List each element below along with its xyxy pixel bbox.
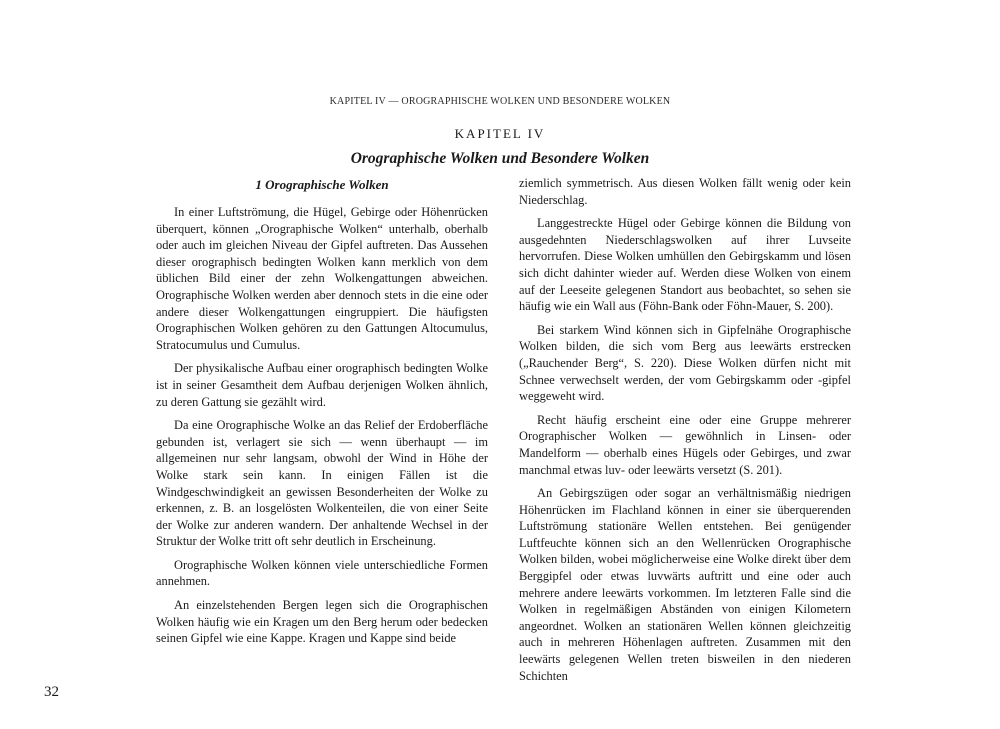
- paragraph: In einer Luftströmung, die Hügel, Gebirge oder Höhenrücken überquert, können „Orographische Wolken“ unterhalb, oberhalb oder auch im gleichen Niveau der Gipfel auftreten. Das Aussehen dieser orographisch bedingten Wolken kann merklich von dem üblichen Bild einer der zehn Wolkengattungen abweichen. Orographische Wolken werden aber dennoch stets in die eine oder andere dieser Wolkengattungen eingruppiert. Die häufigsten Orographischen Wolken gehören zu den Gattungen Altocumulus, Stratocumulus und Cumulus.: [156, 205, 488, 352]
- paragraph: Da eine Orographische Wolke an das Relief der Erdoberfläche gebunden ist, verlagert sie sich — wenn überhaupt — im allgemeinen nur sehr langsam, obwohl der Wind in Höhe der Wolke stark sein kann. In einigen Fällen ist die Windgeschwindigkeit an gewissen Besonderheiten der Wolke zu erkennen, z. B. an losgelösten Wolkenteilen, die von einer Seite der Wolke zur anderen wandern. Der anhaltende Wechsel in der Struktur der Wolke tritt oft sehr deutlich in Erscheinung.: [156, 418, 488, 549]
- paragraph: Langgestreckte Hügel oder Gebirge können die Bildung von ausgedehnten Niederschlagswolken auf ihrer Luvseite hervorrufen. Diese Wolken umhüllen den Gebirgskamm und lösen sich dicht dahinter wieder auf. Werden diese Wolken von einem auf der Leeseite gelegenen Standort aus beobachtet, so sehen sie häufig wie ein Wall aus (Föhn-Bank oder Föhn-Mauer, S. 200).: [519, 216, 851, 314]
- running-head: KAPITEL IV — OROGRAPHISCHE WOLKEN UND BESONDERE WOLKEN: [329, 96, 671, 107]
- paragraph: Recht häufig erscheint eine oder eine Gruppe mehrerer Orographischer Wolken — gewöhnlich in Linsen- oder Mandelform — oberhalb eines Hügels oder Gebirges, und zwar manchmal etwas luv- oder leewärts versetzt (S. 201).: [519, 412, 851, 477]
- paragraph-continuation: ziemlich symmetrisch. Aus diesen Wolken fällt wenig oder kein Niederschlag.: [519, 176, 851, 207]
- paragraph: Der physikalische Aufbau einer orographisch bedingten Wolke ist in seiner Gesamtheit dem Aufbau derjenigen Wolken ähnlich, zu deren Gattung sie gezählt wird.: [156, 361, 488, 409]
- page-number: 32: [44, 684, 59, 700]
- paragraph: An Gebirgszügen oder sogar an verhältnismäßig niedrigen Höhenrücken im Flachland können in einer sie überquerenden Luftströmung stationäre Wellen entstehen. Bei genügender Luftfeuchte können sich an den Wellenrücken Orographische Wolken bilden, wobei möglicherweise eine Wolke direkt über dem Berggipfel oder etwas luvwärts auftritt und eine oder auch mehrere andere leewärts vorkommen. Im letzteren Falle sind die Wolken in regelmäßigen Abständen von einigen Kilometern angeordnet. Wolken an stationären Wellen können gleichzeitig auch in mehreren Höhenlagen auftreten. Zusammen mit den leewärts gelegenen Wellen treten bisweilen in den niederen Schichten: [519, 486, 851, 683]
- left-column: [156, 204, 488, 654]
- paragraph: Orographische Wolken können viele unterschiedliche Formen annehmen.: [156, 557, 488, 589]
- chapter-label: KAPITEL IV: [454, 126, 546, 141]
- paragraph: Bei starkem Wind können sich in Gipfelnähe Orographische Wolken bilden, die sich vom Berg aus leewärts erstrecken („Rauchender Berg“, S. 220). Diese Wolken dürfen nicht mit Schnee verwechselt werden, der vom Gebirgskamm oder -gipfel weggeweht wird.: [519, 322, 851, 404]
- chapter-title: Orographische Wolken und Besondere Wolken: [350, 150, 650, 167]
- right-column: [519, 175, 851, 691]
- paragraph: An einzelstehenden Bergen legen sich die Orographischen Wolken häufig wie ein Kragen um den Berg herum oder bedecken seinen Gipfel wie eine Kappe. Kragen und Kappe sind beide: [156, 598, 488, 646]
- section-heading: 1 Orographische Wolken: [255, 177, 389, 192]
